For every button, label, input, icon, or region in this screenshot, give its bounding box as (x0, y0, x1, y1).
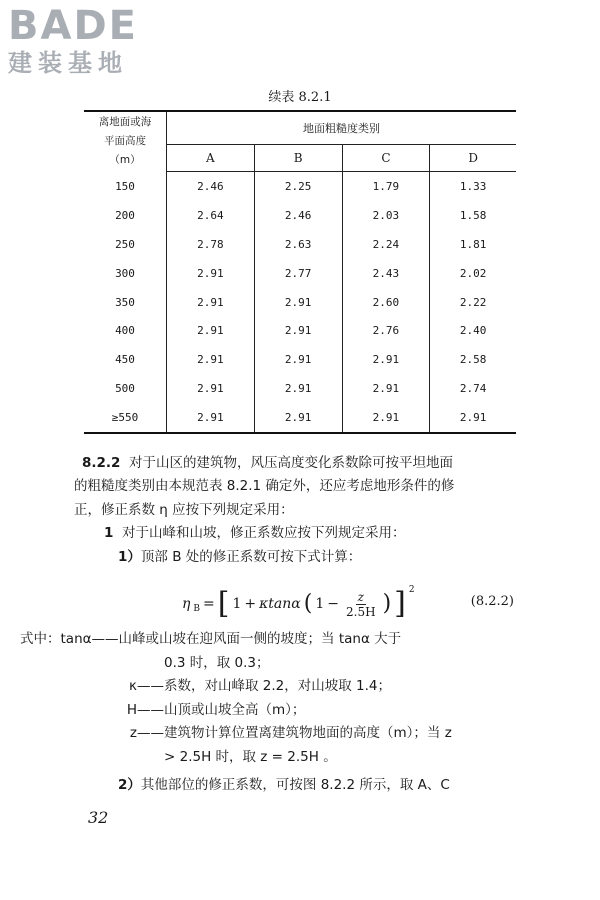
column-header: C (342, 145, 430, 172)
value-cell: 2.46 (197, 179, 224, 193)
watermark-logo-cn: 建装基地 (8, 49, 128, 77)
table-row (84, 230, 516, 259)
definition-row (56, 675, 536, 699)
value-cell: 2.64 (197, 208, 224, 222)
table-row (84, 403, 516, 433)
table-row (84, 345, 516, 374)
value-cell: 2.78 (197, 237, 224, 251)
value-cell: 1.79 (342, 172, 430, 201)
height-cell: ≥550 (84, 403, 167, 433)
value-cell: 2.91 (197, 295, 224, 309)
value-cell: 2.03 (342, 201, 430, 230)
definition-key: κ—— (129, 678, 164, 695)
height-cell: 500 (84, 374, 167, 403)
value-cell: 2.91 (430, 403, 516, 433)
clause-paragraph (74, 452, 530, 569)
fraction-denominator: 2.5H (346, 604, 376, 619)
height-cell: 250 (84, 230, 167, 259)
row-header-cell (84, 111, 167, 172)
value-cell: 2.46 (254, 201, 342, 230)
formula-expression (182, 584, 415, 624)
definition-key (56, 746, 164, 770)
sub-item-text: 其他部位的修正系数，可按图 8.2.2 所示，取 A、C (140, 777, 450, 793)
formula-kappa-tan: κtanα (259, 596, 301, 612)
table-row (84, 374, 516, 403)
height-cell: 450 (84, 345, 167, 374)
value-cell: 2.91 (342, 345, 430, 374)
value-cell: 2.91 (197, 266, 224, 280)
definition-key (56, 652, 164, 676)
sub-item-text: 顶部 B 处的修正系数可按下式计算： (140, 548, 362, 565)
formula-equals: = (203, 596, 215, 612)
definition-row (56, 746, 536, 770)
value-cell: 2.91 (197, 382, 224, 396)
height-cell: 150 (84, 172, 167, 201)
table-row (84, 201, 516, 230)
watermark-logo (8, 4, 138, 78)
definition-key: 式中：tanα—— (20, 631, 119, 647)
value-cell: 2.60 (342, 288, 430, 317)
item-number: 1 (104, 525, 114, 542)
formula-one-inner: 1 (315, 596, 325, 612)
definition-key: z—— (129, 725, 164, 742)
row-header-line: 平面高度 (104, 135, 146, 148)
equation-number: (8.2.2) (470, 594, 514, 609)
value-cell: 2.91 (197, 324, 224, 338)
sub-item-1 (118, 546, 530, 569)
group-header: 地面粗糙度类别 (303, 122, 380, 135)
definition-value: 山峰或山坡在迎风面一侧的坡度；当 tanα 大于 (118, 631, 402, 647)
definitions-list (20, 628, 536, 770)
column-header: A (167, 145, 255, 172)
definition-row (20, 628, 536, 652)
value-cell: 2.77 (254, 259, 342, 288)
row-header-line: （m） (109, 154, 141, 167)
table-row (84, 259, 516, 288)
left-bracket: [ (217, 586, 230, 621)
clause-line-1 (82, 452, 530, 475)
height-cell: 300 (84, 259, 167, 288)
value-cell: 2.63 (254, 230, 342, 259)
right-bracket: ] (394, 586, 406, 621)
fraction-numerator: z (357, 589, 364, 604)
column-header: B (254, 145, 342, 172)
definition-value: 系数，对山峰取 2.2，对山坡取 1.4； (164, 678, 392, 695)
value-cell: 1.58 (430, 201, 516, 230)
definition-value: 建筑物计算位置离建筑物地面的高度（m）；当 z (164, 725, 452, 742)
value-cell: 2.91 (254, 345, 342, 374)
value-cell: 1.33 (430, 172, 516, 201)
definition-row (56, 722, 536, 746)
value-cell: 2.40 (430, 316, 516, 345)
table-row (84, 288, 516, 317)
item-text: 对于山峰和山坡，修正系数应按下列规定采用： (122, 525, 406, 542)
value-cell: 2.91 (254, 403, 342, 433)
definition-value: 山顶或山坡全高（m）； (164, 701, 306, 718)
sub-item-number: 2） (118, 777, 141, 793)
formula-lhs: η (182, 596, 191, 612)
sub-item-2 (118, 774, 538, 797)
left-paren: ( (303, 591, 313, 616)
value-cell: 2.24 (342, 230, 430, 259)
column-header: D (430, 145, 516, 172)
row-header-line: 离地面或海 (98, 116, 152, 129)
value-cell: 2.76 (342, 316, 430, 345)
value-cell: 2.43 (342, 259, 430, 288)
value-cell: 2.91 (342, 403, 430, 433)
definition-value: 0.3 时，取 0.3； (164, 654, 270, 671)
value-cell: 2.91 (342, 374, 430, 403)
value-cell: 2.74 (430, 374, 516, 403)
definition-row (56, 699, 536, 723)
clause-text: 对于山区的建筑物，风压高度变化系数除可按平坦地面 (129, 455, 454, 471)
table-caption: 续表 8.2.1 (268, 90, 332, 105)
formula-fraction (344, 590, 378, 619)
value-cell: 2.91 (197, 353, 224, 367)
formula-minus: − (327, 596, 339, 612)
clause-line-3: 正，修正系数 η 应按下列规定采用： (74, 501, 294, 518)
watermark-logo-en: BADE (8, 3, 138, 49)
value-cell: 2.25 (254, 172, 342, 201)
value-cell: 2.22 (430, 288, 516, 317)
definition-row (56, 652, 536, 676)
formula-one: 1 (232, 596, 242, 612)
clause-number: 8.2.2 (82, 455, 121, 471)
value-cell: 2.91 (254, 288, 342, 317)
definition-key: H—— (126, 701, 164, 718)
item-1 (104, 522, 530, 545)
right-paren: ) (382, 591, 392, 616)
height-cell: 200 (84, 201, 167, 230)
table-row (84, 316, 516, 345)
value-cell: 2.58 (430, 345, 516, 374)
formula-lhs-sub: B (193, 604, 201, 614)
page-number: 32 (88, 808, 109, 827)
value-cell: 2.02 (430, 259, 516, 288)
wind-pressure-table (84, 110, 516, 434)
height-cell: 400 (84, 316, 167, 345)
sub-item-number: 1） (118, 548, 141, 565)
formula-plus: + (244, 596, 257, 612)
value-cell: 2.91 (254, 374, 342, 403)
formula-power: 2 (408, 585, 415, 595)
value-cell: 1.81 (430, 230, 516, 259)
table-row (84, 172, 516, 201)
value-cell: 2.91 (197, 411, 224, 425)
clause-line-2: 的粗糙度类别由本规范表 8.2.1 确定外，还应考虑地形条件的修 (74, 478, 455, 495)
value-cell: 2.91 (254, 316, 342, 345)
height-cell: 350 (84, 288, 167, 317)
definition-value: > 2.5H 时，取 z = 2.5H 。 (164, 748, 337, 765)
